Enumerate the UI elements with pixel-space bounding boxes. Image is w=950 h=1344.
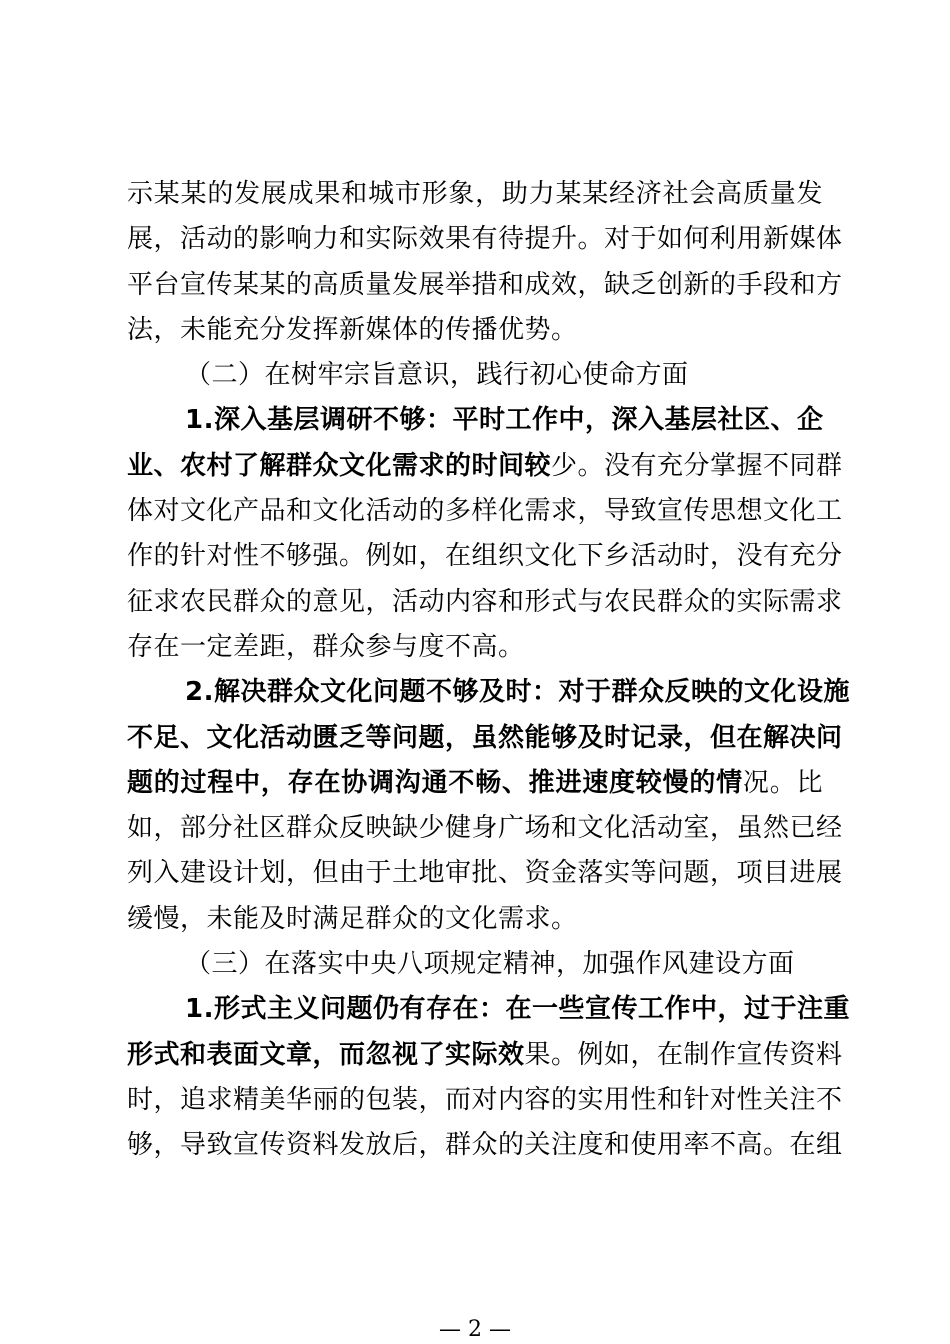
- plain-text: 体对文化产品和文化活动的多样化需求，导致宣传思想文化工: [127, 496, 843, 527]
- text-line: [127, 353, 823, 398]
- plain-text: （二）在树牢宗旨意识，践行初心使命方面: [185, 360, 689, 391]
- plain-text: 平台宣传某某的高质量发展举措和成效，缺乏创新的手段和方: [127, 269, 843, 300]
- plain-text: 如，部分社区群众反映缺少健身广场和文化活动室，虽然已经: [127, 813, 843, 844]
- plain-text: 时，追求精美华丽的包装，而对内容的实用性和针对性关注不: [127, 1084, 843, 1115]
- plain-text: 作的针对性不够强。例如，在组织文化下乡活动时，没有充分: [127, 541, 843, 572]
- bold-text: 不足、文化活动匮乏等问题，虽然能够及时记录，但在解决问: [127, 722, 843, 753]
- text-line: [127, 1078, 843, 1123]
- text-line: [127, 172, 823, 217]
- plain-text: 存在一定差距，群众参与度不高。: [127, 631, 525, 662]
- plain-text: （三）在落实中央八项规定精神，加强作风建设方面: [185, 949, 795, 980]
- text-line: [127, 987, 850, 1032]
- plain-text: 法，未能充分发挥新媒体的传播优势。: [127, 314, 578, 345]
- text-line: [127, 806, 843, 851]
- plain-text: 况。比: [742, 767, 823, 798]
- text-line: [127, 444, 843, 489]
- text-line: [127, 1033, 843, 1078]
- bold-text: 形式和表面文章，而忽视了实际效: [127, 1039, 525, 1070]
- text-line: [127, 670, 850, 715]
- text-line: [127, 489, 843, 534]
- text-line: [127, 716, 843, 761]
- text-line: [127, 1123, 843, 1168]
- document-body: [127, 172, 850, 1169]
- text-line: [127, 263, 843, 308]
- bold-text: 2.解决群众文化问题不够及时：对于群众反映的文化设施: [185, 677, 850, 708]
- text-line: [127, 580, 843, 625]
- plain-text: 缓慢，未能及时满足群众的文化需求。: [127, 903, 578, 934]
- text-line: [127, 398, 823, 443]
- text-line: [127, 534, 843, 579]
- page-number: — 2 —: [439, 1317, 511, 1342]
- bold-text: 业、农村了解群众文化需求的时间较: [127, 450, 552, 481]
- bold-text: 1.形式主义问题仍有存在：在一些宣传工作中，过于注重: [185, 994, 850, 1025]
- plain-text: 列入建设计划，但由于土地审批、资金落实等问题，项目进展: [127, 858, 843, 889]
- plain-text: 少。没有充分掌握不同群: [551, 450, 843, 481]
- bold-text: 题的过程中，存在协调沟通不畅、推进速度较慢的情: [127, 767, 743, 798]
- text-line: [127, 851, 843, 896]
- text-line: [127, 625, 823, 670]
- plain-text: 果。例如，在制作宣传资料: [524, 1039, 843, 1070]
- text-line: [127, 217, 843, 262]
- text-line: [127, 308, 823, 353]
- plain-text: 够，导致宣传资料发放后，群众的关注度和使用率不高。在组: [127, 1130, 843, 1161]
- plain-text: 征求农民群众的意见，活动内容和形式与农民群众的实际需求: [127, 586, 843, 617]
- text-line: [127, 897, 823, 942]
- text-line: [127, 761, 823, 806]
- plain-text: 示某某的发展成果和城市形象，助力某某经济社会高质量发: [127, 179, 823, 209]
- text-line: [127, 942, 823, 987]
- plain-text: 展，活动的影响力和实际效果有待提升。对于如何利用新媒体: [127, 224, 843, 255]
- bold-text: 1.深入基层调研不够：平时工作中，深入基层社区、企: [185, 405, 824, 436]
